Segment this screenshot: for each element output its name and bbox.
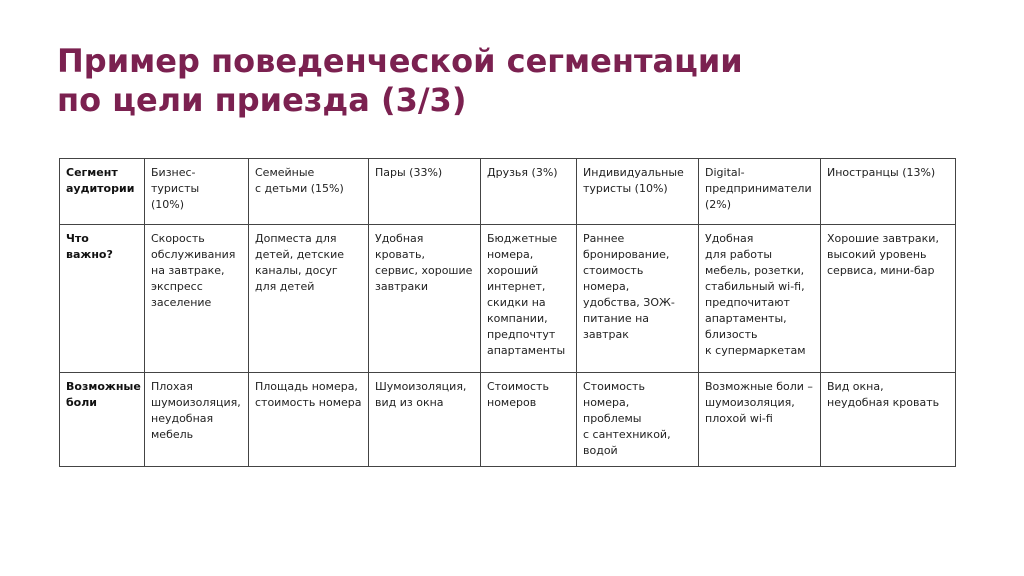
important-digital: Удобная для работы мебель, розетки, стабильный wi-fi, предпочитают апартаменты, близость к супермаркетам [699,225,821,373]
segment-foreigners: Иностранцы (13%) [821,159,956,225]
pains-business: Плохая шумоизоляция, неудобная мебель [145,373,249,467]
table-row-pains [60,373,956,467]
important-families: Допместа для детей, детские каналы, досуг для детей [249,225,369,373]
segmentation-table [59,158,956,467]
pains-foreigners: Вид окна, неудобная кровать [821,373,956,467]
pains-couples: Шумоизоляция, вид из окна [369,373,481,467]
row-label-important: Что важно? [60,225,145,373]
important-couples: Удобная кровать, сервис, хорошие завтраки [369,225,481,373]
pains-families: Площадь номера, стоимость номера [249,373,369,467]
table-row-important [60,225,956,373]
pains-individual: Стоимость номера, проблемы с сантехникой, водой [577,373,699,467]
important-friends: Бюджетные номера, хороший интернет, скидки на компании, предпочтут апартаменты [481,225,577,373]
segment-families: Семейные с детьми (15%) [249,159,369,225]
segment-digital: Digital- предприниматели (2%) [699,159,821,225]
important-individual: Раннее бронирование, стоимость номера, удобства, ЗОЖ- питание на завтрак [577,225,699,373]
important-foreigners: Хорошие завтраки, высокий уровень сервиса, мини-бар [821,225,956,373]
segment-couples: Пары (33%) [369,159,481,225]
table-row-segment [60,159,956,225]
row-label-pains: Возможные боли [60,373,145,467]
pains-digital: Возможные боли – шумоизоляция, плохой wi-fi [699,373,821,467]
segment-friends: Друзья (3%) [481,159,577,225]
slide-title [57,42,957,120]
slide-title-line-2: по цели приезда (3/3) [57,81,467,119]
segment-individual: Индивидуальные туристы (10%) [577,159,699,225]
slide-title-line-1: Пример поведенческой сегментации [57,42,743,80]
row-label-segment: Сегмент аудитории [60,159,145,225]
pains-friends: Стоимость номеров [481,373,577,467]
important-business: Скорость обслуживания на завтраке, экспресс заселение [145,225,249,373]
segment-business: Бизнес-туристы (10%) [145,159,249,225]
